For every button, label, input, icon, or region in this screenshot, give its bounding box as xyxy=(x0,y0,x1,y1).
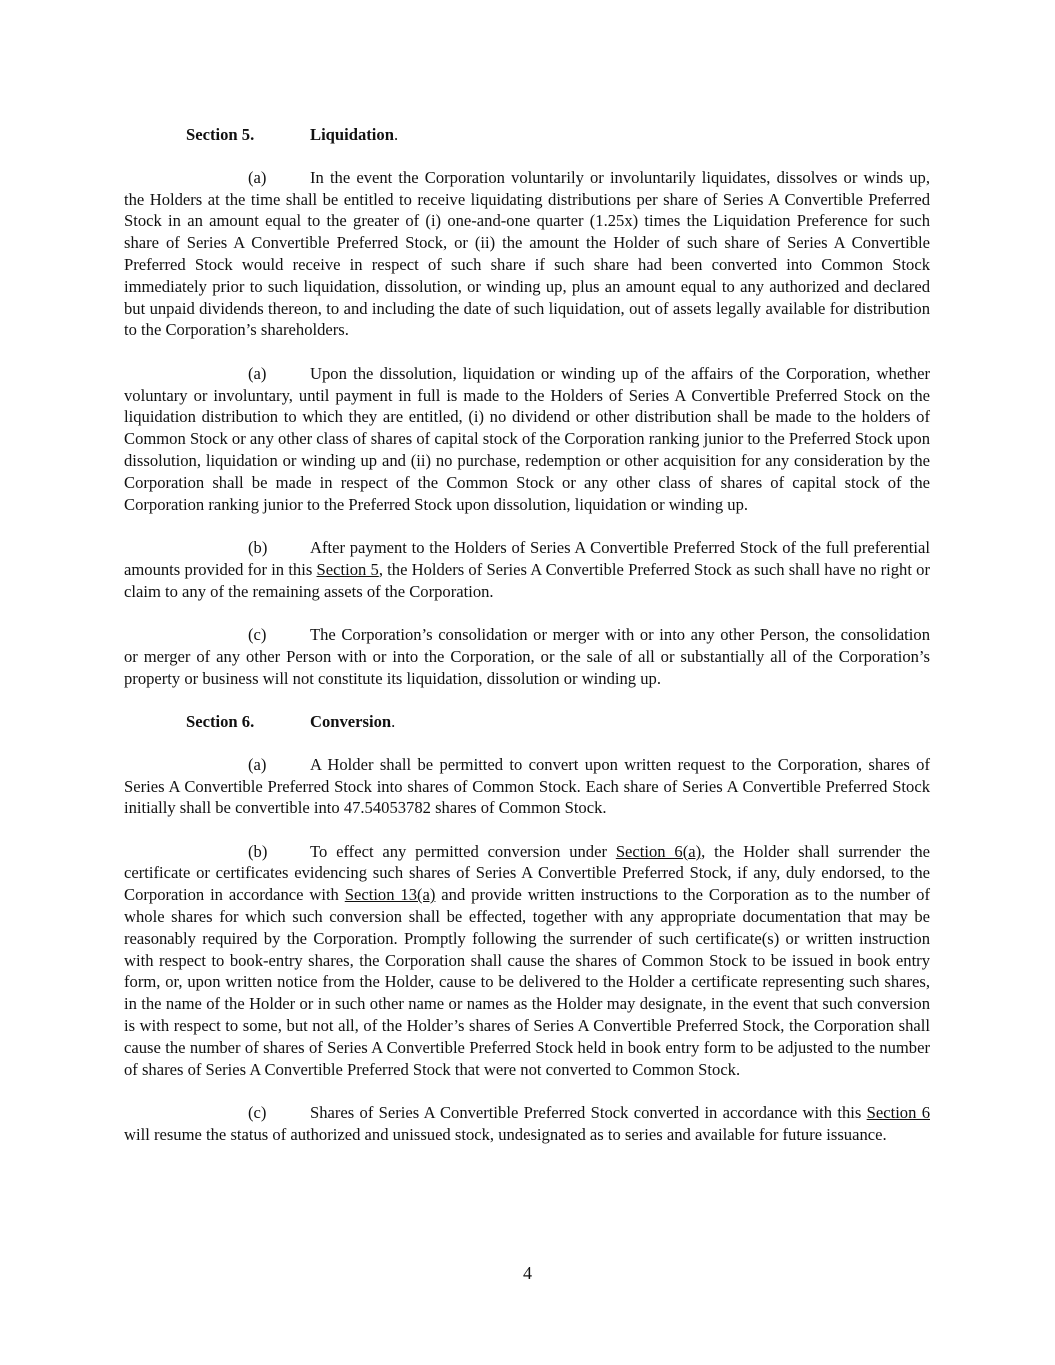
section-13a-cross-reference: Section 13(a) xyxy=(344,885,436,905)
section-6-title-period: . xyxy=(391,711,396,731)
paragraph-text: Upon the dissolution, liquidation or winding up of the affairs of the Corporation, whether voluntary or involuntary, until payment in full is made to the Holders of Series A Convertible Preferred Stock on the liquidation distribution to which they are entitled, (i) no dividend or other distribution shall be made to the holders of Common Stock or any other class of shares of capital stock of the Corporation ranking junior to the Preferred Stock upon dissolution, liquidation or winding up and (ii) no purchase, redemption or other acquisition for any consideration by the Corporation shall be made in respect of the Common Stock or any other class of shares of capital stock of the Corporation ranking junior to the Preferred Stock upon dissolution, liquidation or winding up. xyxy=(124,363,930,514)
section-6a-cross-reference: Section 6(a) xyxy=(615,841,702,861)
paragraph-text: will resume the status of authorized and unissued stock, undesignated as to series and available for future issuance. xyxy=(124,1124,887,1144)
section-5-title: Liquidation xyxy=(310,125,394,144)
section-5-heading xyxy=(124,124,930,146)
paragraph-text: , the Holders of Series A Convertible Preferred Stock as such shall have no right or claim to any of the remaining assets of the Corporation. xyxy=(124,559,930,601)
section-6-title: Conversion xyxy=(310,711,392,731)
section-5-paragraph-a-2 xyxy=(124,363,930,516)
section-5-paragraph-c xyxy=(124,624,930,689)
section-6-paragraph-c xyxy=(124,1102,930,1146)
paragraph-marker: (c) xyxy=(248,1103,267,1123)
section-6-cross-reference: Section 6 xyxy=(866,1103,930,1123)
section-5-paragraph-a-1 xyxy=(124,167,930,341)
paragraph-text: and provide written instructions to the Corporation as to the number of whole shares for which such conversion shall be effected, together with any appropriate documentation that may be reasonably required by the Corporation. Promptly following the surrender of such certificate(s) or written instruction with respect to book-entry shares, the Corporation shall cause the shares of Common Stock to be issued in book entry form, or, upon written notice from the Holder, cause to be delivered to the Holder a certificate representing such shares, in the name of the Holder or in such other name or names as the Holder may designate, in the event that such conversion is with respect to some, but not all, of the Holder’s shares of Series A Convertible Preferred Stock, the Corporation shall cause the number of shares of Series A Convertible Preferred Stock held in book entry form to be adjusted to the number of shares of Series A Convertible Preferred Stock that were not converted to Common Stock. xyxy=(124,885,930,1079)
paragraph-marker: (c) xyxy=(248,624,267,644)
paragraph-text: A Holder shall be permitted to convert upon written request to the Corporation, shares of Series A Convertible Preferred Stock into shares of Common Stock. Each share of Series A Convertible Preferred Stock initially shall be convertible into 47.54053782 shares of Common Stock. xyxy=(124,754,930,818)
paragraph-marker: (b) xyxy=(248,841,268,861)
page-number: 4 xyxy=(523,1263,532,1283)
paragraph-marker: (a) xyxy=(248,363,267,383)
section-5-number: Section 5. xyxy=(186,125,255,144)
paragraph-marker: (a) xyxy=(248,754,267,774)
section-6-paragraph-a xyxy=(124,754,930,819)
document-page xyxy=(124,124,930,1167)
section-5-paragraph-b xyxy=(124,537,930,602)
paragraph-text: After payment to the Holders of Series A Convertible Preferred Stock of the full preferential amounts provided for in this xyxy=(124,537,930,579)
paragraph-marker: (a) xyxy=(248,167,267,187)
paragraph-text: , the Holder shall surrender the certificate or certificates evidencing such shares of Series A Convertible Preferred Stock, if any, duly endorsed, to the Corporation in accordance with xyxy=(124,841,931,905)
paragraph-marker: (b) xyxy=(248,537,268,557)
paragraph-text: To effect any permitted conversion under xyxy=(310,841,616,861)
section-6-heading xyxy=(124,711,930,733)
paragraph-text: In the event the Corporation voluntarily or involuntarily liquidates, dissolves or winds up, the Holders at the time shall be entitled to receive liquidating distributions per share of Series A Convertible Preferred Stock in an amount equal to the greater of (i) one-and-one quarter (1.25x) times the Liquidation Preference for such share of Series A Convertible Preferred Stock, or (ii) the amount the Holder of such share of Series A Convertible Preferred Stock would receive in respect of such share if such share had been converted into Common Stock immediately prior to such liquidation, dissolution, or winding up, plus an amount equal to any authorized and declared but unpaid dividends thereon, to and including the date of such liquidation, out of assets legally available for distribution to the Corporation’s shareholders. xyxy=(124,167,930,340)
section-5-title-period: . xyxy=(393,125,399,144)
section-6-number: Section 6. xyxy=(186,711,255,731)
paragraph-text: Shares of Series A Convertible Preferred Stock converted in accordance with this xyxy=(310,1103,867,1123)
section-5-cross-reference: Section 5 xyxy=(316,559,379,579)
section-6-paragraph-b xyxy=(124,841,930,1081)
paragraph-text: The Corporation’s consolidation or merger with or into any other Person, the consolidation or merger of any other Person with or into the Corporation, or the sale of all or substantially all of the Corporation’s property or business will not constitute its liquidation, dissolution or winding up. xyxy=(124,624,930,688)
